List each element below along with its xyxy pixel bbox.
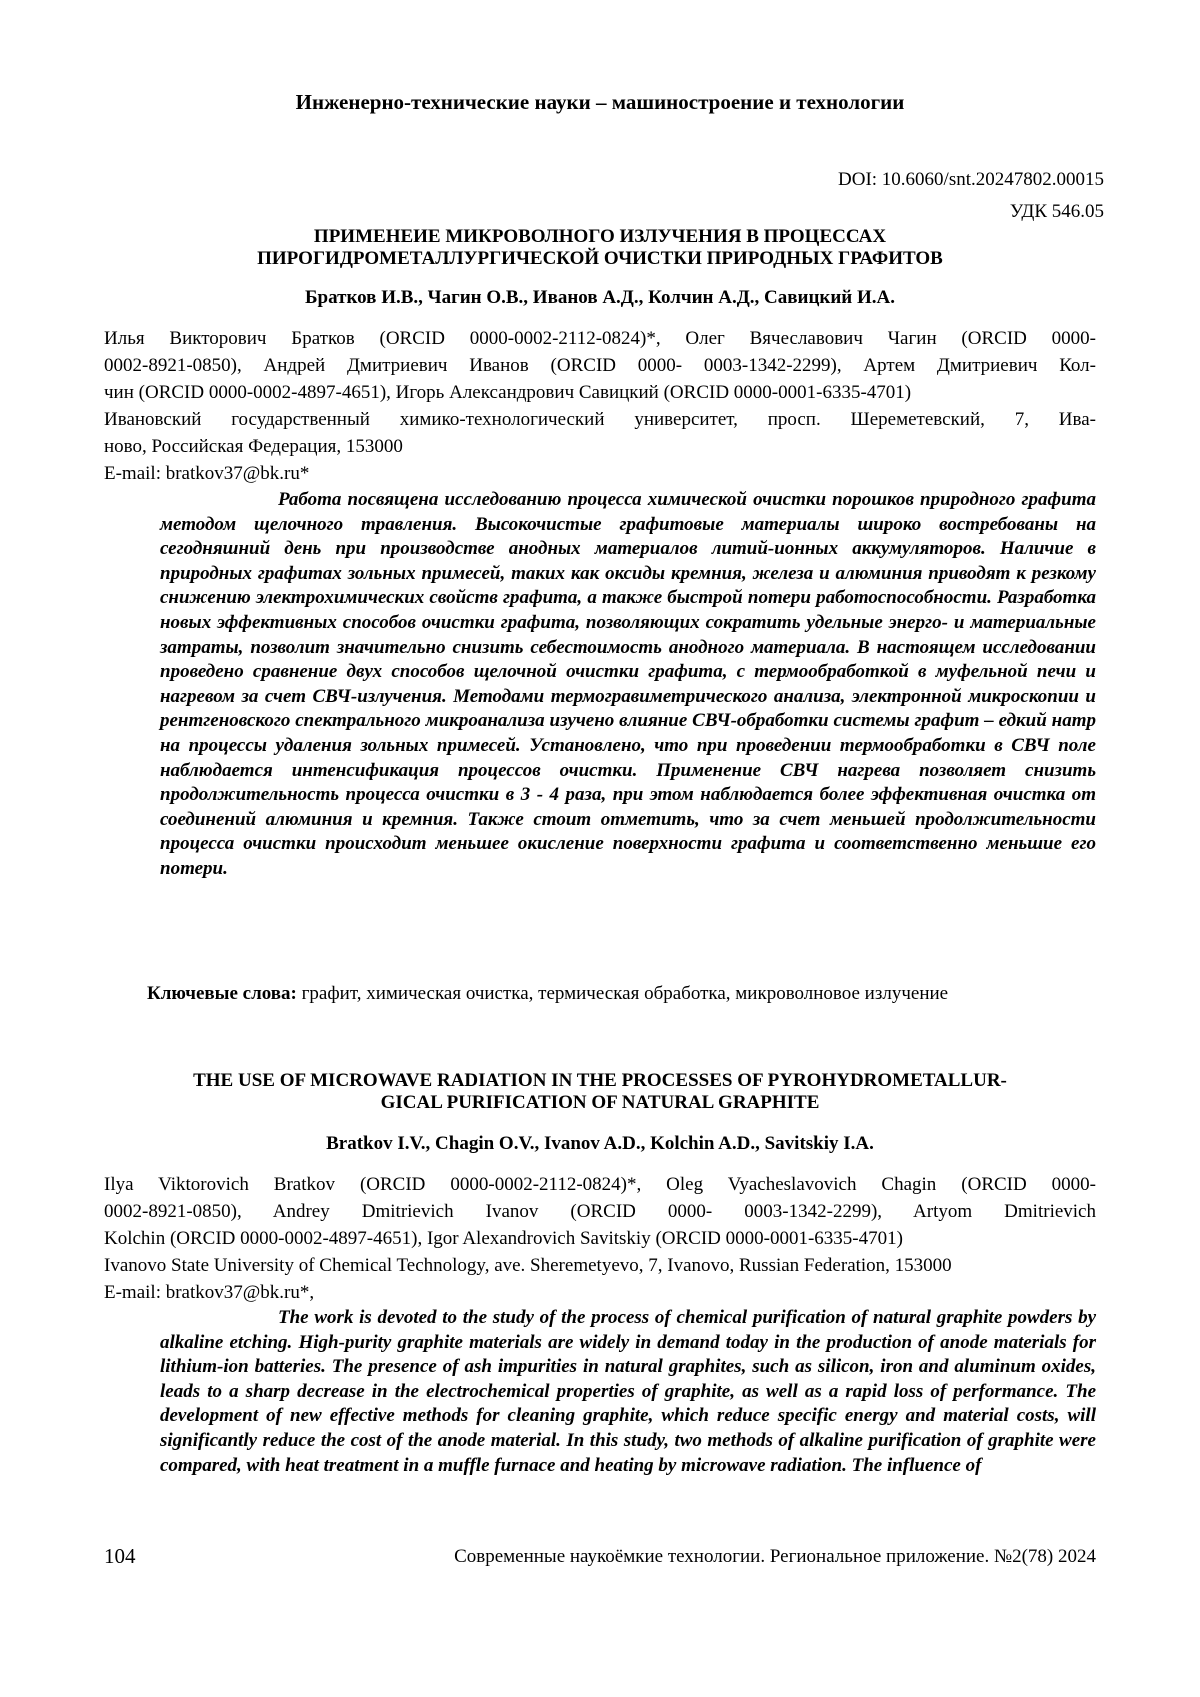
ru-affiliation-line: ново, Российская Федерация, 153000 <box>104 436 403 457</box>
section-header: Инженерно-технические науки – машиностроение и технологии <box>295 90 905 114</box>
en-affiliation-line: Kolchin (ORCID 0000-0002-4897-4651), Igor Alexandrovich Savitskiy (ORCID 0000-0001-6335-4701) <box>104 1228 903 1249</box>
ru-title-line: ПРИМЕНЕИЕ МИКРОВОЛНОГО ИЗЛУЧЕНИЯ В ПРОЦЕССАХ <box>313 226 887 247</box>
ru-keywords-text: графит, химическая очистка, термическая обработка, микроволновое излучение <box>296 983 949 1004</box>
en-title-line: GICAL PURIFICATION OF NATURAL GRAPHITE <box>380 1092 820 1113</box>
ru-affiliation-line: чин (ORCID 0000-0002-4897-4651), Игорь Александрович Савицкий (ORCID 0000-0001-6335-4701) <box>104 382 912 403</box>
ru-title <box>150 226 1050 270</box>
en-abstract <box>160 1306 1096 1478</box>
ru-authors: Братков И.В., Чагин О.В., Иванов А.Д., Колчин А.Д., Савицкий И.А. <box>304 287 895 308</box>
ru-affiliation-line: 0002-8921-0850), Андрей Дмитриевич Иванов (ORCID 0000- 0003-1342-2299), Артем Дмитриевич Кол- <box>104 355 1096 376</box>
en-affiliation-line: E-mail: bratkov37@bk.ru*, <box>104 1282 315 1303</box>
en-authors: Bratkov I.V., Chagin O.V., Ivanov A.D., Kolchin A.D., Savitskiy I.A. <box>326 1133 874 1154</box>
journal-footer: Современные наукоёмкие технологии. Региональное приложение. №2(78) 2024 <box>454 1546 1096 1567</box>
ru-abstract <box>160 488 1096 882</box>
en-affiliation-line: Ilya Viktorovich Bratkov (ORCID 0000-0002-2112-0824)*, Oleg Vyacheslavovich Chagin (ORCID 0000- <box>104 1174 1096 1195</box>
en-abstract-text: The work is devoted to the study of the process of chemical purification of natural graphite powders by alkaline etching. High-purity graphite materials are widely in demand today in the production of anode materials for lithium-ion batteries. The presence of ash impurities in natural graphites, such as silicon, iron and aluminum oxides, leads to a sharp decrease in the electrochemical properties of graphite, as well as a rapid loss of performance. The development of new effective methods for cleaning graphite, which reduce specific energy and material costs, will significantly reduce the cost of the anode material. In this study, two methods of alkaline purification of graphite were compared, with heat treatment in a muffle furnace and heating by microwave radiation. The influence of <box>160 1307 1096 1476</box>
page-number: 104 <box>104 1544 136 1568</box>
ru-keywords <box>147 983 948 1005</box>
en-affiliation-line: Ivanovo State University of Chemical Technology, ave. Sheremetyevo, 7, Ivanovo, Russian Federation, 153000 <box>104 1255 952 1276</box>
udk-code: УДК 546.05 <box>1009 201 1104 222</box>
en-title-line: THE USE OF MICROWAVE RADIATION IN THE PROCESSES OF PYROHYDROMETALLUR- <box>193 1070 1007 1091</box>
ru-keywords-label: Ключевые слова: <box>147 983 297 1004</box>
ru-title-line: ПИРОГИДРОМЕТАЛЛУРГИЧЕСКОЙ ОЧИСТКИ ПРИРОДНЫХ ГРАФИТОВ <box>257 248 943 269</box>
ru-affiliation-line: Илья Викторович Братков (ORCID 0000-0002-2112-0824)*, Олег Вячеславович Чагин (ORCID 0000- <box>104 328 1096 349</box>
en-affiliation-line: 0002-8921-0850), Andrey Dmitrievich Ivanov (ORCID 0000- 0003-1342-2299), Artyom Dmitrievich <box>104 1201 1096 1222</box>
doi: DOI: 10.6060/snt.20247802.00015 <box>838 169 1104 190</box>
en-affiliation <box>104 1171 1096 1306</box>
en-title <box>110 1070 1090 1114</box>
ru-affiliation-line: Ивановский государственный химико-технологический университет, просп. Шереметевский, 7, Ива- <box>104 409 1096 430</box>
ru-affiliation <box>104 325 1096 487</box>
ru-affiliation-line: E-mail: bratkov37@bk.ru* <box>104 463 310 484</box>
ru-abstract-text: Работа посвящена исследованию процесса химической очистки порошков природного графита методом щелочного травления. Высокочистые графитовые материалы широко востребованы на сегодняшний день при производстве анодных материалов литий-ионных аккумуляторов. Наличие в природных графитах зольных примесей, таких как оксиды кремния, железа и алюминия приводят к резкому снижению электрохимических свойств графита, а также быстрой потери работоспособности. Разработка новых эффективных способов очистки графита, позволяющих сократить удельные энерго- и материальные затраты, позволит значительно снизить себестоимость анодного материала. В настоящем исследовании проведено сравнение двух способов щелочной очистки графита, с термообработкой в муфельной печи и нагревом за счет СВЧ-излучения. Методами термогравиметрического анализа, электронной микроскопии и рентгеновского спектрального микроанализа изучено влияние СВЧ-обработки системы графит – едкий натр на процессы удаления зольных примесей. Установлено, что при проведении термообработки в СВЧ поле наблюдается интенсификация процессов очистки. Применение СВЧ нагрева позволяет снизить продолжительность процесса очистки в 3 - 4 раза, при этом наблюдается более эффективная очистка от соединений алюминия и кремния. Также стоит отметить, что за счет меньшей продолжительности процесса очистки происходит меньшее окисление поверхности графита и соответственно меньшие его потери. <box>160 489 1096 879</box>
